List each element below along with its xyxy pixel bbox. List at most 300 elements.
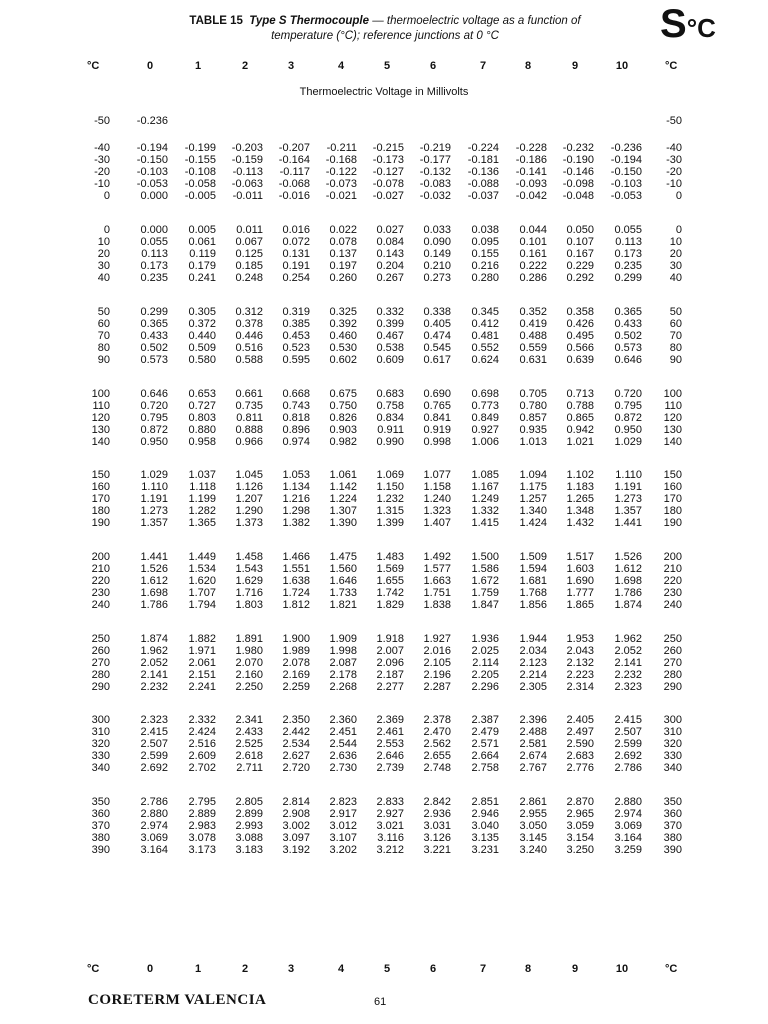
voltage-cell: 0.998 [423, 436, 451, 448]
voltage-cell: 2.415 [614, 714, 642, 726]
voltage-cell: 1.962 [140, 645, 168, 657]
voltage-cell: 0.358 [566, 306, 594, 318]
voltage-cell: 2.451 [329, 726, 357, 738]
voltage-cell: 0.502 [614, 330, 642, 342]
voltage-cell: 0.735 [235, 400, 263, 412]
voltage-cell: 0.000 [140, 224, 168, 236]
voltage-cell: 3.231 [471, 844, 499, 856]
voltage-cell: 0.446 [235, 330, 263, 342]
voltage-cell: 0.460 [329, 330, 357, 342]
voltage-cell: 0.646 [614, 354, 642, 366]
row-temp-right: 140 [663, 436, 682, 448]
row-temp-right: 0 [675, 224, 682, 236]
voltage-cell: 1.777 [566, 587, 594, 599]
voltage-cell: -0.027 [372, 190, 404, 202]
row-temp-left: 280 [91, 669, 110, 681]
row-temp-left: 370 [91, 820, 110, 832]
voltage-cell: 0.990 [376, 436, 404, 448]
voltage-cell: 0.474 [423, 330, 451, 342]
voltage-cell: -0.088 [467, 178, 499, 190]
voltage-cell: 0.727 [188, 400, 216, 412]
voltage-cell: 0.966 [235, 436, 263, 448]
row-temp-right: 300 [663, 714, 682, 726]
voltage-cell: 2.908 [282, 808, 310, 820]
row-temp-right: 260 [663, 645, 682, 657]
header-top-col-4: 4 [337, 60, 345, 72]
voltage-cell: 0.509 [188, 342, 216, 354]
voltage-cell: 0.352 [519, 306, 547, 318]
voltage-cell: 0.849 [471, 412, 499, 424]
header-bottom-col-1: 1 [194, 963, 202, 975]
voltage-cell: -0.053 [136, 178, 168, 190]
row-temp-left: 70 [97, 330, 110, 342]
voltage-cell: 0.185 [235, 260, 263, 272]
voltage-cell: 0.453 [282, 330, 310, 342]
voltage-cell: 0.235 [140, 272, 168, 284]
badge-unit: °C [686, 13, 716, 43]
voltage-cell: 1.118 [189, 481, 216, 493]
voltage-cell: 0.254 [282, 272, 310, 284]
voltage-cell: 0.617 [423, 354, 451, 366]
voltage-cell: 1.013 [519, 436, 547, 448]
voltage-cell: 0.609 [376, 354, 404, 366]
voltage-cell: 2.387 [471, 714, 499, 726]
row-temp-right: 100 [663, 388, 682, 400]
voltage-cell: -0.132 [419, 166, 451, 178]
voltage-cell: 0.005 [188, 224, 216, 236]
voltage-cell: 0.872 [614, 412, 642, 424]
row-temp-left: 160 [91, 481, 110, 493]
row-temp-right: 220 [663, 575, 682, 587]
voltage-cell: 1.134 [282, 481, 310, 493]
voltage-cell: 2.702 [188, 762, 216, 774]
voltage-cell: 3.059 [566, 820, 594, 832]
voltage-cell: 2.516 [188, 738, 216, 750]
voltage-cell: 0.646 [140, 388, 168, 400]
voltage-cell: 2.927 [376, 808, 404, 820]
voltage-cell: -0.159 [231, 154, 263, 166]
voltage-cell: 0.167 [566, 248, 594, 260]
voltage-cell: 1.323 [423, 505, 451, 517]
voltage-cell: 0.299 [614, 272, 642, 284]
voltage-cell: 2.711 [236, 762, 263, 774]
voltage-cell: 0.545 [423, 342, 451, 354]
voltage-cell: 2.553 [376, 738, 404, 750]
voltage-cell: 0.000 [140, 190, 168, 202]
voltage-cell: -0.048 [562, 190, 594, 202]
voltage-cell: 3.164 [140, 844, 168, 856]
row-temp-left: 110 [92, 400, 110, 412]
voltage-cell: -0.037 [467, 190, 499, 202]
voltage-cell: 0.173 [140, 260, 168, 272]
row-temp-left: -20 [94, 166, 110, 178]
row-temp-right: -40 [666, 142, 682, 154]
voltage-cell: 2.287 [423, 681, 451, 693]
voltage-cell: 2.581 [519, 738, 547, 750]
voltage-cell: 1.900 [282, 633, 310, 645]
voltage-cell: 0.197 [329, 260, 357, 272]
row-temp-left: 60 [97, 318, 110, 330]
voltage-cell: 3.240 [519, 844, 547, 856]
voltage-cell: 0.834 [376, 412, 404, 424]
voltage-cell: -0.016 [278, 190, 310, 202]
voltage-cell: -0.150 [610, 166, 642, 178]
voltage-cell: 0.305 [188, 306, 216, 318]
header-bottom-col-7: 7 [479, 963, 487, 975]
voltage-cell: 0.072 [282, 236, 310, 248]
voltage-cell: 1.909 [329, 633, 357, 645]
voltage-cell: -0.032 [419, 190, 451, 202]
voltage-cell: 0.319 [282, 306, 310, 318]
voltage-cell: 1.698 [140, 587, 168, 599]
voltage-cell: 3.040 [471, 820, 499, 832]
row-temp-left: 130 [91, 424, 110, 436]
voltage-cell: 2.946 [471, 808, 499, 820]
voltage-cell: 1.594 [519, 563, 547, 575]
voltage-cell: 0.818 [282, 412, 310, 424]
row-temp-right: 110 [664, 400, 682, 412]
voltage-cell: 2.655 [423, 750, 451, 762]
voltage-cell: 2.114 [472, 657, 499, 669]
voltage-cell: 1.069 [376, 469, 404, 481]
header-top-col-9: 9 [571, 60, 579, 72]
voltage-cell: 0.803 [188, 412, 216, 424]
voltage-cell: 0.467 [376, 330, 404, 342]
voltage-cell: 2.141 [614, 657, 642, 669]
voltage-cell: 2.534 [282, 738, 310, 750]
voltage-cell: 0.559 [519, 342, 547, 354]
voltage-cell: 1.102 [566, 469, 594, 481]
voltage-cell: 0.286 [519, 272, 547, 284]
voltage-cell: 0.292 [566, 272, 594, 284]
voltage-cell: 1.856 [519, 599, 547, 611]
voltage-cell: 2.889 [188, 808, 216, 820]
row-temp-left: -50 [94, 115, 110, 127]
table-title [150, 14, 620, 44]
voltage-cell: 0.084 [376, 236, 404, 248]
voltage-cell: 0.143 [376, 248, 404, 260]
voltage-cell: 2.758 [471, 762, 499, 774]
voltage-cell: 0.235 [614, 260, 642, 272]
voltage-cell: 1.265 [566, 493, 594, 505]
voltage-cell: 0.312 [235, 306, 263, 318]
voltage-cell: 3.135 [471, 832, 499, 844]
voltage-cell: 2.061 [188, 657, 216, 669]
voltage-cell: 1.891 [235, 633, 263, 645]
title-desc-1: — thermoelectric voltage as a function of [369, 15, 581, 27]
voltage-cell: 2.899 [235, 808, 263, 820]
voltage-cell: -0.053 [610, 190, 642, 202]
row-temp-right: -10 [666, 178, 682, 190]
voltage-cell: 1.126 [235, 481, 263, 493]
voltage-cell: 1.407 [423, 517, 451, 529]
voltage-cell: 1.829 [376, 599, 404, 611]
voltage-cell: 0.027 [376, 224, 404, 236]
voltage-cell: 0.595 [282, 354, 310, 366]
voltage-cell: 2.917 [329, 808, 357, 820]
voltage-cell: 1.006 [471, 436, 499, 448]
voltage-cell: 1.158 [423, 481, 451, 493]
voltage-cell: 0.720 [140, 400, 168, 412]
voltage-cell: 3.164 [614, 832, 642, 844]
row-temp-right: 70 [669, 330, 682, 342]
voltage-cell: 0.481 [471, 330, 499, 342]
voltage-cell: 3.221 [423, 844, 451, 856]
voltage-cell: 1.936 [471, 633, 499, 645]
voltage-cell: -0.136 [467, 166, 499, 178]
voltage-cell: 1.224 [329, 493, 357, 505]
voltage-cell: 2.692 [140, 762, 168, 774]
row-temp-left: 350 [91, 796, 110, 808]
voltage-cell: -0.186 [515, 154, 547, 166]
header-bottom-col-6: 6 [429, 963, 437, 975]
voltage-cell: 1.257 [519, 493, 547, 505]
row-temp-right: -30 [666, 154, 682, 166]
voltage-cell: 1.424 [519, 517, 547, 529]
voltage-cell: 1.167 [471, 481, 499, 493]
voltage-cell: 2.323 [614, 681, 642, 693]
header-top-col-2: 2 [241, 60, 249, 72]
row-temp-right: 180 [663, 505, 682, 517]
voltage-cell: 1.724 [282, 587, 310, 599]
voltage-cell: 1.466 [282, 551, 310, 563]
voltage-cell: -0.117 [279, 166, 310, 178]
voltage-cell: 2.034 [519, 645, 547, 657]
voltage-cell: 1.441 [614, 517, 642, 529]
header-bottom-col-10: 10 [615, 963, 629, 975]
row-temp-left: 270 [91, 657, 110, 669]
voltage-cell: 0.765 [423, 400, 451, 412]
voltage-cell: 0.137 [329, 248, 357, 260]
voltage-cell: -0.103 [136, 166, 168, 178]
voltage-cell: 1.199 [188, 493, 216, 505]
voltage-cell: 1.690 [566, 575, 594, 587]
voltage-cell: 3.173 [188, 844, 216, 856]
voltage-cell: 1.944 [519, 633, 547, 645]
voltage-cell: 2.070 [235, 657, 263, 669]
voltage-cell: 1.663 [423, 575, 451, 587]
voltage-cell: 2.983 [188, 820, 216, 832]
page-number: 61 [374, 996, 387, 1008]
voltage-cell: 2.241 [188, 681, 216, 693]
voltage-cell: 2.461 [376, 726, 404, 738]
voltage-cell: 0.365 [140, 318, 168, 330]
header-bottom-col-2: 2 [241, 963, 249, 975]
voltage-cell: 2.823 [329, 796, 357, 808]
voltage-cell: 0.210 [423, 260, 451, 272]
voltage-cell: 2.479 [471, 726, 499, 738]
voltage-cell: 0.675 [329, 388, 357, 400]
voltage-cell: 1.716 [235, 587, 263, 599]
voltage-cell: -0.113 [232, 166, 263, 178]
voltage-cell: -0.058 [184, 178, 216, 190]
voltage-cell: 2.232 [140, 681, 168, 693]
row-temp-left: 300 [91, 714, 110, 726]
voltage-cell: 2.169 [282, 669, 310, 681]
voltage-cell: 0.588 [235, 354, 263, 366]
voltage-cell: 0.857 [519, 412, 547, 424]
voltage-cell: 1.183 [566, 481, 594, 493]
voltage-cell: 0.488 [519, 330, 547, 342]
row-temp-right: 40 [669, 272, 682, 284]
row-temp-left: 190 [91, 517, 110, 529]
voltage-cell: 2.936 [423, 808, 451, 820]
voltage-cell: 0.155 [471, 248, 499, 260]
row-temp-right: 90 [669, 354, 682, 366]
voltage-cell: 3.212 [376, 844, 404, 856]
row-temp-left: 30 [97, 260, 110, 272]
row-temp-left: 90 [97, 354, 110, 366]
voltage-cell: 2.123 [519, 657, 547, 669]
row-temp-right: 310 [663, 726, 682, 738]
voltage-cell: 1.742 [376, 587, 404, 599]
row-temp-left: 260 [91, 645, 110, 657]
voltage-cell: 2.795 [188, 796, 216, 808]
voltage-cell: 0.280 [471, 272, 499, 284]
voltage-cell: -0.164 [278, 154, 310, 166]
row-temp-left: 310 [91, 726, 110, 738]
row-temp-right: 380 [663, 832, 682, 844]
voltage-cell: -0.228 [515, 142, 547, 154]
voltage-cell: 1.962 [614, 633, 642, 645]
voltage-cell: 2.232 [614, 669, 642, 681]
voltage-cell: 0.502 [140, 342, 168, 354]
row-temp-left: 200 [91, 551, 110, 563]
voltage-cell: 2.187 [376, 669, 404, 681]
voltage-cell: -0.127 [372, 166, 404, 178]
voltage-cell: 1.655 [376, 575, 404, 587]
voltage-cell: 1.332 [471, 505, 499, 517]
voltage-cell: -0.236 [136, 115, 168, 127]
voltage-cell: 1.838 [423, 599, 451, 611]
voltage-cell: 2.470 [423, 726, 451, 738]
voltage-cell: 1.045 [235, 469, 263, 481]
voltage-cell: 1.612 [140, 575, 168, 587]
header-top-col-1: 1 [194, 60, 202, 72]
header-bottom-col-3: 3 [287, 963, 295, 975]
voltage-cell: 2.350 [282, 714, 310, 726]
row-temp-right: 190 [663, 517, 682, 529]
voltage-cell: 1.733 [329, 587, 357, 599]
voltage-cell: 1.865 [566, 599, 594, 611]
voltage-cell: -0.122 [325, 166, 357, 178]
row-temp-left: 220 [91, 575, 110, 587]
voltage-cell: -0.141 [515, 166, 547, 178]
voltage-cell: 0.033 [423, 224, 451, 236]
voltage-cell: 1.543 [235, 563, 263, 575]
voltage-cell: 0.903 [329, 424, 357, 436]
voltage-cell: 1.432 [566, 517, 594, 529]
voltage-cell: -0.190 [562, 154, 594, 166]
voltage-cell: 1.307 [329, 505, 357, 517]
voltage-cell: 2.786 [614, 762, 642, 774]
voltage-cell: 0.078 [329, 236, 357, 248]
row-temp-right: 240 [663, 599, 682, 611]
voltage-cell: 0.880 [188, 424, 216, 436]
voltage-cell: 2.525 [235, 738, 263, 750]
row-temp-right: 320 [663, 738, 682, 750]
voltage-cell: 0.365 [614, 306, 642, 318]
voltage-cell: 1.751 [423, 587, 451, 599]
voltage-cell: 2.196 [423, 669, 451, 681]
voltage-cell: 0.055 [140, 236, 168, 248]
voltage-cell: 2.160 [235, 669, 263, 681]
voltage-cell: 1.340 [519, 505, 547, 517]
voltage-cell: 3.250 [566, 844, 594, 856]
voltage-cell: 2.078 [282, 657, 310, 669]
voltage-cell: 2.360 [329, 714, 357, 726]
voltage-cell: 1.927 [423, 633, 451, 645]
voltage-cell: 3.021 [376, 820, 404, 832]
voltage-cell: 1.290 [235, 505, 263, 517]
table-number: TABLE 15 [189, 15, 243, 27]
voltage-cell: 0.061 [188, 236, 216, 248]
row-temp-right: 350 [663, 796, 682, 808]
header-top-col-10: 10 [615, 60, 629, 72]
voltage-cell: -0.219 [419, 142, 451, 154]
row-temp-left: 230 [91, 587, 110, 599]
row-temp-right: 150 [663, 469, 682, 481]
row-temp-left: 320 [91, 738, 110, 750]
voltage-cell: 1.560 [329, 563, 357, 575]
header-top-col-7: 7 [479, 60, 487, 72]
voltage-cell: -0.150 [136, 154, 168, 166]
voltage-cell: 0.216 [471, 260, 499, 272]
row-temp-left: 290 [91, 681, 110, 693]
thermocouple-type: Type S Thermocouple [249, 15, 369, 27]
row-temp-right: 200 [663, 551, 682, 563]
voltage-cell: 3.012 [329, 820, 357, 832]
voltage-cell: 2.674 [519, 750, 547, 762]
voltage-cell: 0.241 [188, 272, 216, 284]
voltage-cell: -0.211 [326, 142, 357, 154]
voltage-cell: 2.214 [519, 669, 547, 681]
row-temp-right: 10 [669, 236, 682, 248]
voltage-cell: 0.552 [471, 342, 499, 354]
voltage-cell: 2.043 [566, 645, 594, 657]
voltage-cell: 1.526 [140, 563, 168, 575]
voltage-cell: 2.016 [423, 645, 451, 657]
voltage-cell: 2.105 [423, 657, 451, 669]
voltage-cell: 2.562 [423, 738, 451, 750]
voltage-cell: 2.720 [282, 762, 310, 774]
voltage-cell: 1.646 [329, 575, 357, 587]
voltage-cell: 2.296 [471, 681, 499, 693]
voltage-cell: 2.974 [140, 820, 168, 832]
row-temp-right: 20 [669, 248, 682, 260]
row-temp-right: -20 [666, 166, 682, 178]
voltage-cell: -0.073 [325, 178, 357, 190]
voltage-cell: 0.698 [471, 388, 499, 400]
voltage-cell: 0.743 [282, 400, 310, 412]
voltage-cell: -0.232 [562, 142, 594, 154]
voltage-cell: 0.788 [566, 400, 594, 412]
row-temp-left: 10 [97, 236, 110, 248]
row-temp-right: 230 [663, 587, 682, 599]
voltage-cell: 1.037 [188, 469, 216, 481]
voltage-cell: 2.424 [188, 726, 216, 738]
voltage-cell: 1.517 [566, 551, 594, 563]
voltage-cell: 0.950 [140, 436, 168, 448]
voltage-cell: 2.776 [566, 762, 594, 774]
row-temp-left: 80 [97, 342, 110, 354]
voltage-cell: 2.268 [329, 681, 357, 693]
row-temp-left: -10 [94, 178, 110, 190]
voltage-cell: 0.888 [235, 424, 263, 436]
voltage-cell: 0.811 [236, 412, 263, 424]
row-temp-left: 40 [97, 272, 110, 284]
voltage-cell: 3.031 [423, 820, 451, 832]
